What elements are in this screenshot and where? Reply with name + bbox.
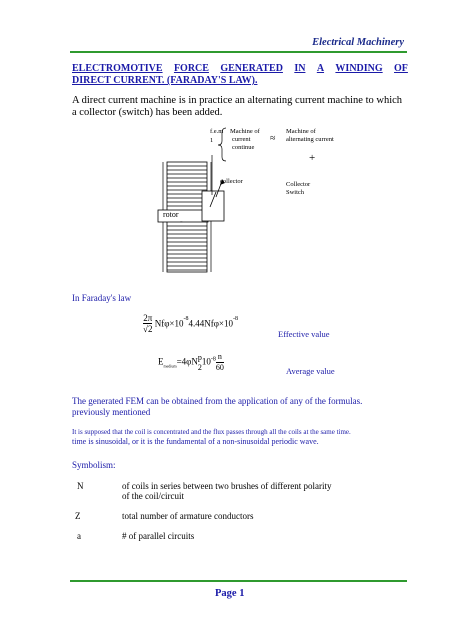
title-line2: DIRECT CURRENT. (FARADAY'S LAW). xyxy=(72,75,258,86)
formula-exp2: -8 xyxy=(233,315,239,322)
collector-block xyxy=(202,191,224,221)
symbol-n: N xyxy=(77,481,84,491)
effective-label: Effective value xyxy=(278,329,330,339)
title-word: GENERATED xyxy=(220,63,283,74)
title-word: ELECTROMOTIVE xyxy=(72,63,163,74)
symbol-z-desc: total number of armature conductors xyxy=(122,511,254,521)
avg-n: n xyxy=(217,352,222,361)
avg-sub: medium xyxy=(163,363,177,369)
coil-line2: time is sinusoidal, or it is the fundamental of a non-sinusoidal periodic wave. xyxy=(72,437,319,446)
formula-num: 2π xyxy=(143,313,153,323)
title-word: IN xyxy=(294,63,306,74)
formula-den: √2 xyxy=(143,324,153,334)
title-word: OF xyxy=(394,63,408,74)
footer-rule xyxy=(70,580,407,582)
title-word: WINDING xyxy=(335,63,383,74)
intro-line1: A direct current machine is in practice an alternating current machine to which xyxy=(72,95,403,106)
average-formula xyxy=(158,352,224,373)
header-title: Electrical Machinery xyxy=(312,37,404,48)
page-number: Page 1 xyxy=(215,588,245,599)
approx-symbol: ≈ xyxy=(270,133,276,144)
switch-label: Switch xyxy=(286,189,305,196)
avg-frac-num: p xyxy=(197,352,202,362)
symbol-n-desc1: of coils in series between two brushes of different polarity xyxy=(122,481,332,491)
intro-paragraph xyxy=(72,95,412,119)
faraday-heading: In Faraday's law xyxy=(72,293,132,303)
plus-symbol: + xyxy=(309,152,316,164)
symbol-n-desc2: of the coil/circuit xyxy=(122,491,184,501)
symbol-a: a xyxy=(77,531,81,541)
fem-line1: The generated FEM can be obtained from the application of any of the formulas. xyxy=(72,396,363,406)
formula-exp1: -8 xyxy=(183,315,189,322)
machine-cc-2: current xyxy=(232,136,251,143)
intro-line2: a collector (switch) has been added. xyxy=(72,107,223,118)
title-word: FORCE xyxy=(173,63,209,74)
avg-mid: =4φN xyxy=(176,356,198,367)
avg-e: E xyxy=(158,356,164,367)
collector-label: Collector xyxy=(286,181,311,188)
coil-line1: It is supposed that the coil is concentrated and the flux passes through all the coils at the same time. xyxy=(72,428,351,436)
avg-den: 60 xyxy=(215,363,224,372)
machine-cc-1: Machine of xyxy=(230,128,260,135)
fem-label: f.e.m xyxy=(210,128,224,135)
header-rule xyxy=(70,51,407,53)
fem-line2: previously mentioned xyxy=(72,407,151,417)
section-title xyxy=(72,63,408,87)
machine-ac-2: alternating current xyxy=(286,136,334,143)
rotor-label: rotor xyxy=(163,210,179,219)
avg-exp-sup: -8 xyxy=(210,356,216,363)
effective-formula xyxy=(143,313,238,334)
collector-small-label: collector xyxy=(220,178,243,185)
symbol-z: Z xyxy=(75,511,81,521)
avg-exp: 10 xyxy=(201,356,211,367)
average-label: Average value xyxy=(286,366,335,376)
formula-rest: Nfφ×10 xyxy=(154,318,184,329)
symbolism-heading: Symbolism: xyxy=(72,460,116,470)
formula-rest2: 4.44Nfφ×10 xyxy=(188,318,234,329)
title-word: A xyxy=(316,63,325,74)
machine-ac-1: Machine of xyxy=(286,128,316,135)
machine-cc-3: continue xyxy=(232,144,255,151)
rotor-dash: - xyxy=(180,217,183,226)
one-label: 1 xyxy=(210,137,214,144)
symbol-a-desc: # of parallel circuits xyxy=(122,531,195,541)
avg-frac-den: 2 xyxy=(197,362,202,372)
